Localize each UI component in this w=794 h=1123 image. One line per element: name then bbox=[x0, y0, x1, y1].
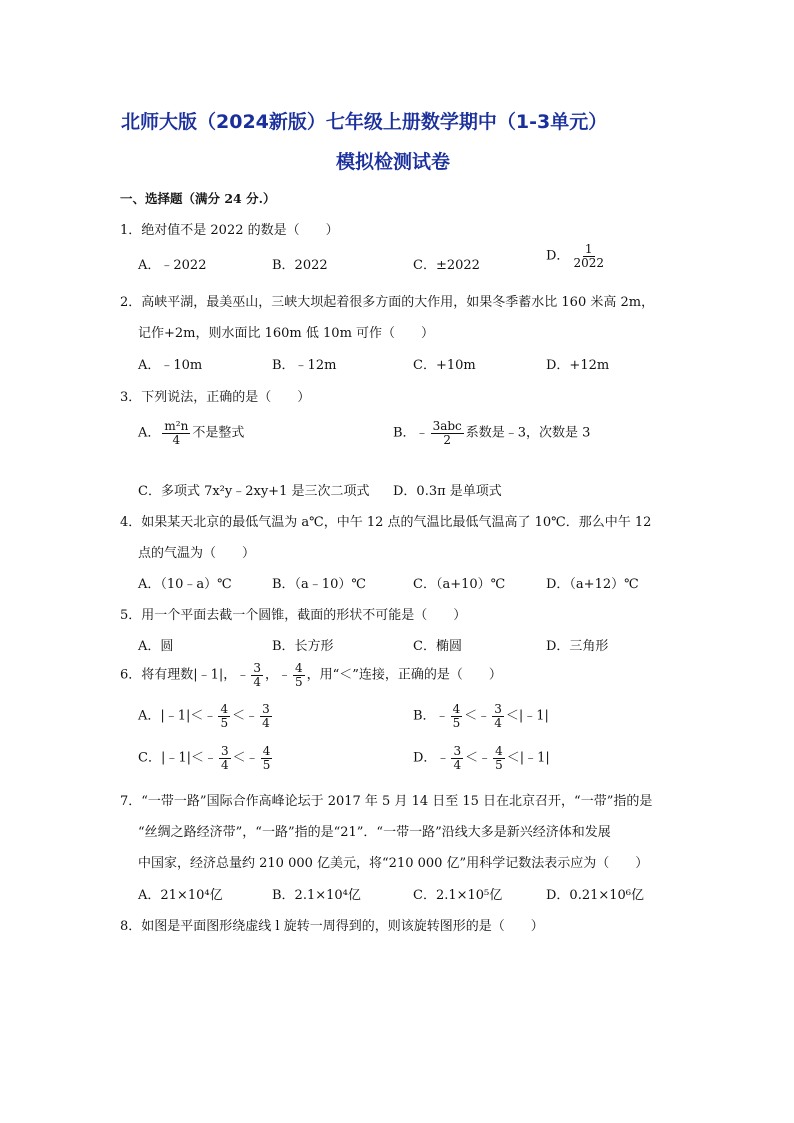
question-2-option-c: C．+10m bbox=[413, 358, 476, 373]
page-title: 北师大版（2024新版）七年级上册数学期中（1-3单元） bbox=[121, 111, 608, 133]
fraction-denominator: 4 bbox=[253, 674, 261, 689]
question-7-option-c: C．2.1×10⁵亿 bbox=[413, 888, 503, 903]
fraction bbox=[492, 703, 504, 729]
option-b-prefix: B．﹣ bbox=[393, 425, 429, 441]
comma: ， bbox=[264, 667, 278, 683]
question-1-option-b: B．2022 bbox=[272, 258, 328, 273]
fraction bbox=[260, 703, 272, 729]
fraction-numerator: 3 bbox=[262, 702, 270, 716]
question-6-option-d bbox=[413, 745, 550, 771]
fraction-denominator: 2 bbox=[443, 432, 451, 447]
minus-sign: ﹣ bbox=[204, 750, 218, 766]
abs-value: |﹣1| bbox=[518, 708, 549, 724]
question-2-stem-line1: 2．高峡平湖，最美巫山，三峡大坝起着很多方面的大作用，如果冬季蓄水比 160 米高 2m， bbox=[120, 295, 655, 310]
question-1-option-a: A．﹣2022 bbox=[138, 258, 207, 273]
page-subtitle: 模拟检测试卷 bbox=[336, 151, 451, 173]
minus-sign: ﹣ bbox=[435, 708, 449, 724]
question-2-stem-line2: 记作+2m，则水面比 160m 低 10m 可作（ ） bbox=[138, 326, 435, 341]
fraction-numerator: 3 bbox=[253, 661, 261, 675]
question-7-stem-line1: 7．“一带一路”国际合作高峰论坛于 2017 年 5 月 14 日至 15 日在北京召开，“一带”指的是 bbox=[120, 794, 653, 809]
minus-sign: ﹣ bbox=[478, 750, 492, 766]
abs-value: |﹣1| bbox=[160, 750, 191, 766]
abs-value: |﹣1| bbox=[519, 750, 550, 766]
question-2-option-a: A．﹣10m bbox=[138, 358, 203, 373]
question-4-stem-line1: 4．如果某天北京的最低气温为 a℃，中午 12 点的气温比最低气温高了 10℃．那么中午 12 bbox=[120, 515, 652, 530]
fraction bbox=[451, 703, 463, 729]
question-4-option-b: B．（a﹣10）℃ bbox=[272, 577, 366, 592]
option-a-prefix: A． bbox=[138, 425, 161, 441]
fraction-denominator: 5 bbox=[220, 715, 229, 730]
question-5-option-c: C．椭圆 bbox=[413, 639, 462, 654]
question-4-option-d: D．（a+12）℃ bbox=[546, 577, 639, 592]
abs-value: |﹣1| bbox=[160, 708, 191, 724]
fraction-numerator: m²n bbox=[164, 419, 189, 433]
question-6-stem bbox=[120, 662, 502, 688]
question-4-stem-line2: 点的气温为（ ） bbox=[138, 546, 256, 561]
less-than: ＜ bbox=[190, 708, 204, 724]
question-6-option-a bbox=[138, 703, 274, 729]
fraction bbox=[293, 662, 305, 688]
option-prefix: C． bbox=[138, 750, 161, 766]
fraction-numerator: 3 bbox=[453, 744, 462, 758]
question-8-stem: 8．如图是平面图形绕虚线 l 旋转一周得到的，则该旋转图形的是（ ） bbox=[120, 919, 544, 934]
question-5-option-b: B．长方形 bbox=[272, 639, 334, 654]
minus-sign: ﹣ bbox=[245, 750, 259, 766]
question-1-stem: 1．绝对值不是 2022 的数是（ ） bbox=[120, 223, 339, 238]
question-1-option-d bbox=[546, 243, 608, 269]
fraction bbox=[451, 745, 463, 771]
question-5-option-d: D．三角形 bbox=[546, 639, 609, 654]
fraction-denominator: 5 bbox=[452, 715, 461, 730]
question-3-option-b bbox=[393, 420, 590, 446]
question-6-option-c bbox=[138, 745, 274, 771]
fraction bbox=[431, 420, 464, 446]
less-than: ＜ bbox=[464, 708, 478, 724]
stem-suffix: ，用“＜”连接，正确的是（ ） bbox=[306, 667, 502, 683]
fraction-denominator: 4 bbox=[172, 432, 181, 447]
minus-sign: ﹣ bbox=[477, 708, 491, 724]
fraction bbox=[162, 420, 190, 446]
fraction-numerator: 4 bbox=[295, 661, 303, 675]
question-2-option-b: B．﹣12m bbox=[272, 358, 337, 373]
less-than: ＜ bbox=[465, 750, 479, 766]
fraction-numerator: 4 bbox=[262, 744, 271, 758]
fraction bbox=[571, 243, 606, 269]
option-prefix: D． bbox=[413, 750, 437, 766]
question-4-option-c: C．（a+10）℃ bbox=[413, 577, 506, 592]
question-7-option-a: A．21×10⁴亿 bbox=[138, 888, 223, 903]
question-4-option-a: A．（10﹣a）℃ bbox=[138, 577, 232, 592]
fraction bbox=[218, 703, 230, 729]
fraction-numerator: 3 bbox=[494, 702, 502, 716]
fraction bbox=[493, 745, 505, 771]
minus-sign: ﹣ bbox=[436, 750, 450, 766]
fraction-numerator: 3 bbox=[221, 744, 229, 758]
question-7-stem-line3: 中国家，经济总量约 210 000 亿美元，将“210 000 亿”用科学记数法表示应为（ ） bbox=[138, 856, 649, 871]
question-1-option-c: C．±2022 bbox=[413, 258, 480, 273]
fraction bbox=[261, 745, 273, 771]
section-heading: 一、选择题（满分 24 分.） bbox=[120, 191, 276, 206]
question-3-option-a bbox=[138, 420, 244, 446]
question-5-option-a: A．圆 bbox=[138, 639, 174, 654]
fraction bbox=[219, 745, 231, 771]
fraction-denominator: 4 bbox=[494, 715, 502, 730]
fraction-denominator: 4 bbox=[262, 715, 270, 730]
question-7-option-d: D．0.21×10⁶亿 bbox=[546, 888, 645, 903]
question-6-option-b bbox=[413, 703, 549, 729]
less-than: ＜ bbox=[232, 750, 246, 766]
option-prefix: B． bbox=[413, 708, 436, 724]
option-d-prefix: D． bbox=[546, 248, 570, 264]
fraction-denominator: 5 bbox=[262, 757, 271, 772]
fraction-denominator: 4 bbox=[453, 757, 462, 772]
fraction-denominator: 4 bbox=[221, 757, 229, 772]
fraction-denominator: 5 bbox=[495, 757, 503, 772]
fraction-denominator: 2022 bbox=[573, 255, 604, 270]
question-3-stem: 3．下列说法，正确的是（ ） bbox=[120, 390, 311, 405]
fraction-numerator: 4 bbox=[495, 744, 503, 758]
question-2-option-d: D．+12m bbox=[546, 358, 610, 373]
fraction-numerator: 3abc bbox=[432, 419, 462, 433]
fraction bbox=[251, 662, 263, 688]
minus-sign: ﹣ bbox=[203, 708, 217, 724]
minus-sign: ﹣ bbox=[277, 667, 291, 683]
option-b-suffix: 系数是﹣3，次数是 3 bbox=[465, 425, 591, 441]
question-7-stem-line2: “丝绸之路经济带”，“一路”指的是“21”．“一带一路”沿线大多是新兴经济体和发展 bbox=[138, 825, 611, 840]
question-5-stem: 5．用一个平面去截一个圆锥，截面的形状不可能是（ ） bbox=[120, 608, 467, 623]
question-3-option-c: C．多项式 7x²y﹣2xy+1 是三次二项式 bbox=[138, 484, 370, 499]
question-7-option-b: B．2.1×10⁴亿 bbox=[272, 888, 361, 903]
fraction-numerator: 1 bbox=[584, 242, 593, 256]
option-a-suffix: 不是整式 bbox=[192, 425, 245, 441]
fraction-numerator: 4 bbox=[220, 702, 229, 716]
minus-sign: ﹣ bbox=[236, 667, 250, 683]
fraction-denominator: 5 bbox=[295, 674, 303, 689]
fraction-numerator: 4 bbox=[452, 702, 461, 716]
less-than: ＜ bbox=[506, 750, 520, 766]
minus-sign: ﹣ bbox=[245, 708, 259, 724]
stem-prefix: 6．将有理数|﹣1|， bbox=[120, 667, 237, 683]
less-than: ＜ bbox=[232, 708, 246, 724]
question-3-option-d: D．0.3π 是单项式 bbox=[393, 484, 502, 499]
less-than: ＜ bbox=[505, 708, 519, 724]
less-than: ＜ bbox=[190, 750, 204, 766]
option-prefix: A． bbox=[138, 708, 161, 724]
